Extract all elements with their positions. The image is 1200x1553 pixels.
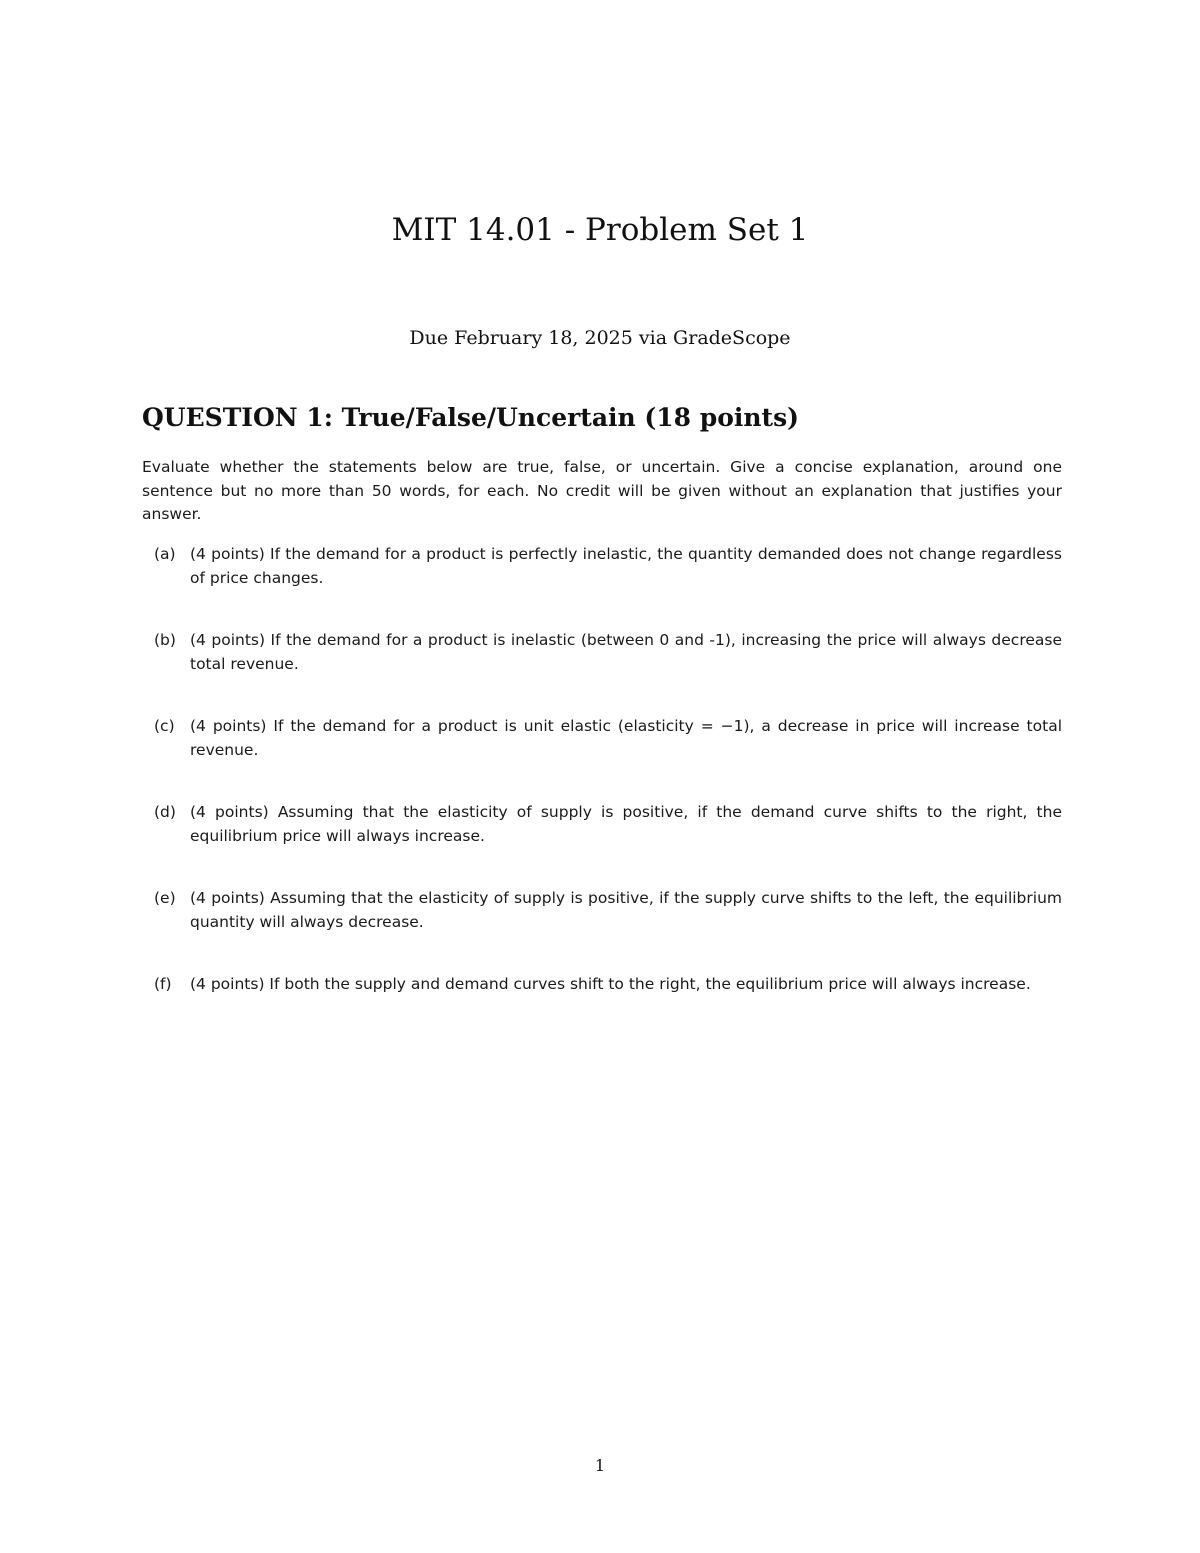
question-label: (a) (154, 545, 176, 563)
question-list (142, 542, 1062, 1034)
question-item-e (142, 886, 1062, 934)
document-title: MIT 14.01 - Problem Set 1 (391, 212, 809, 248)
page-number: 1 (594, 1456, 606, 1475)
section-heading: QUESTION 1: True/False/Uncertain (18 points) (142, 403, 800, 432)
question-item-d (142, 800, 1062, 848)
question-item-b (142, 628, 1062, 676)
due-date-subtitle: Due February 18, 2025 via GradeScope (409, 327, 791, 349)
question-label: (c) (154, 717, 175, 735)
question-item-c (142, 714, 1062, 762)
question-item-a (142, 542, 1062, 590)
question-label: (d) (154, 803, 176, 821)
question-text: (4 points) Assuming that the elasticity of supply is positive, if the demand curve shifts to the right, the equilibrium price will always increase. (190, 803, 1062, 845)
question-text: (4 points) Assuming that the elasticity of supply is positive, if the supply curve shifts to the left, the equilibrium quantity will always decrease. (190, 889, 1062, 931)
question-label: (b) (154, 631, 176, 649)
section-instructions: Evaluate whether the statements below are true, false, or uncertain. Give a concise explanation, around one sentence but no more than 50 words, for each. No credit will be given without an explanation that justifies your answer. (142, 458, 1062, 523)
question-text: (4 points) If the demand for a product is perfectly inelastic, the quantity demanded does not change regardless of price changes. (190, 545, 1062, 587)
question-text: (4 points) If both the supply and demand curves shift to the right, the equilibrium price will always increase. (190, 975, 1031, 993)
question-label: (f) (154, 975, 172, 993)
question-item-f (142, 972, 1062, 996)
question-label: (e) (154, 889, 176, 907)
question-text: (4 points) If the demand for a product is unit elastic (elasticity = −1), a decrease in price will increase total revenue. (190, 717, 1062, 759)
question-text: (4 points) If the demand for a product is inelastic (between 0 and -1), increasing the price will always decrease total revenue. (190, 631, 1062, 673)
